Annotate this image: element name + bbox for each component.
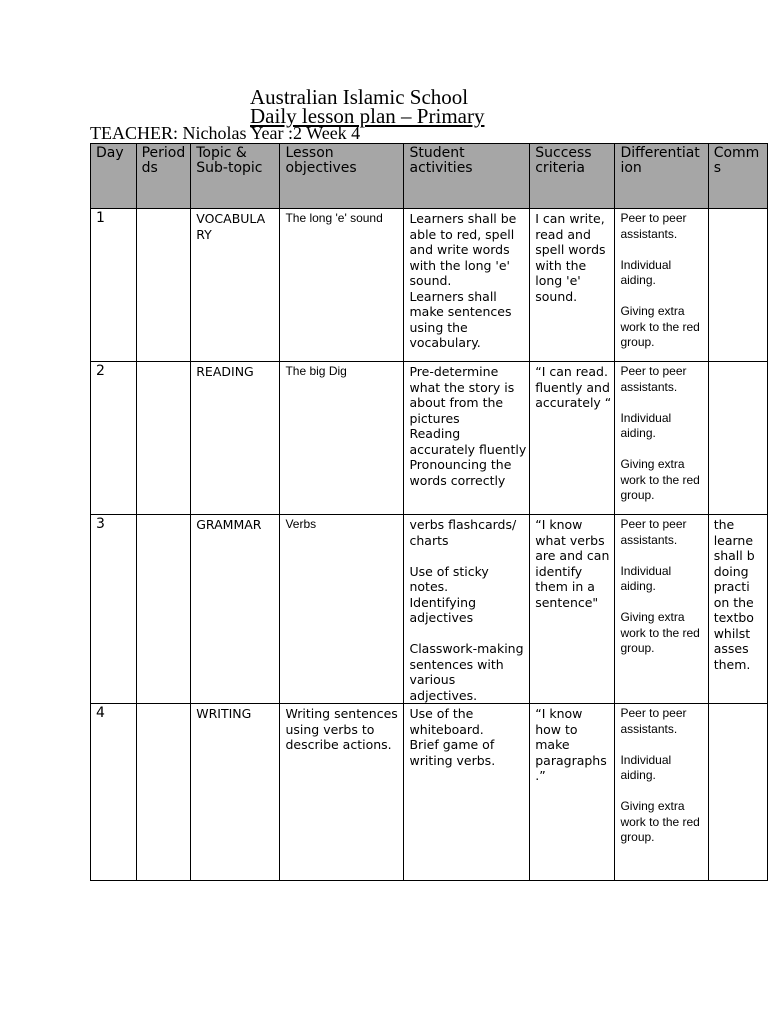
cell-period xyxy=(136,362,191,515)
cell-topic: READING xyxy=(191,362,280,515)
cell-comments xyxy=(708,362,767,515)
table-row xyxy=(91,515,768,704)
cell-day: 1 xyxy=(91,209,137,362)
cell-objectives: The long 'e' sound xyxy=(280,209,404,362)
cell-period xyxy=(136,704,191,881)
cell-differentiation: Peer to peer assistants. Individual aiding. Giving extra work to the red group. xyxy=(615,704,708,881)
cell-comments xyxy=(708,704,767,881)
cell-topic: WRITING xyxy=(191,704,280,881)
cell-differentiation: Peer to peer assistants. Individual aiding. Giving extra work to the red group. xyxy=(615,515,708,704)
cell-success: I can write, read and spell words with the long 'e' sound. xyxy=(530,209,615,362)
cell-success: “I know how to make paragraphs .” xyxy=(530,704,615,881)
cell-comments: the learne shall b doing practi on the textbo whilst asses them. xyxy=(708,515,767,704)
cell-period xyxy=(136,209,191,362)
cell-success: “I know what verbs are and can identify them in a sentence" xyxy=(530,515,615,704)
cell-activities: Learners shall be able to red, spell and write words with the long 'e' sound. Learners shall make sentences using the vocabulary. xyxy=(404,209,530,362)
cell-activities: Use of the whiteboard. Brief game of writing verbs. xyxy=(404,704,530,881)
column-header-activities: Student activities xyxy=(404,144,530,209)
cell-day: 3 xyxy=(91,515,137,704)
cell-activities: Pre-determine what the story is about from the pictures Reading accurately fluently Pronouncing the words correctly xyxy=(404,362,530,515)
table-row xyxy=(91,704,768,881)
cell-topic: VOCABULA RY xyxy=(191,209,280,362)
column-header-day: Day xyxy=(91,144,137,209)
cell-success: “I can read. fluently and accurately “ xyxy=(530,362,615,515)
table-row xyxy=(91,362,768,515)
cell-day: 4 xyxy=(91,704,137,881)
plan-title: Daily lesson plan – Primary xyxy=(250,104,485,128)
table-header-row xyxy=(91,144,768,209)
column-header-objectives: Lesson objectives xyxy=(280,144,404,209)
cell-period xyxy=(136,515,191,704)
column-header-periods: Period ds xyxy=(136,144,191,209)
teacher-line: TEACHER: Nicholas Year :2 Week 4 xyxy=(90,123,361,143)
school-name: Australian Islamic School xyxy=(250,85,469,109)
cell-activities: verbs flashcards/ charts Use of sticky notes. Identifying adjectives Classwork-making sentences with various adjectives. xyxy=(404,515,530,704)
column-header-success: Success criteria xyxy=(530,144,615,209)
cell-objectives: Writing sentences using verbs to describe actions. xyxy=(280,704,404,881)
cell-objectives: Verbs xyxy=(280,515,404,704)
cell-objectives: The big Dig xyxy=(280,362,404,515)
cell-topic: GRAMMAR xyxy=(191,515,280,704)
table-row xyxy=(91,209,768,362)
cell-differentiation: Peer to peer assistants. Individual aiding. Giving extra work to the red group. xyxy=(615,362,708,515)
lesson-plan-table xyxy=(90,143,768,881)
cell-differentiation: Peer to peer assistants. Individual aiding. Giving extra work to the red group. xyxy=(615,209,708,362)
column-header-differentiation: Differentiat ion xyxy=(615,144,708,209)
cell-comments xyxy=(708,209,767,362)
column-header-comments: Comm s xyxy=(708,144,767,209)
cell-day: 2 xyxy=(91,362,137,515)
column-header-topic: Topic & Sub-topic xyxy=(191,144,280,209)
